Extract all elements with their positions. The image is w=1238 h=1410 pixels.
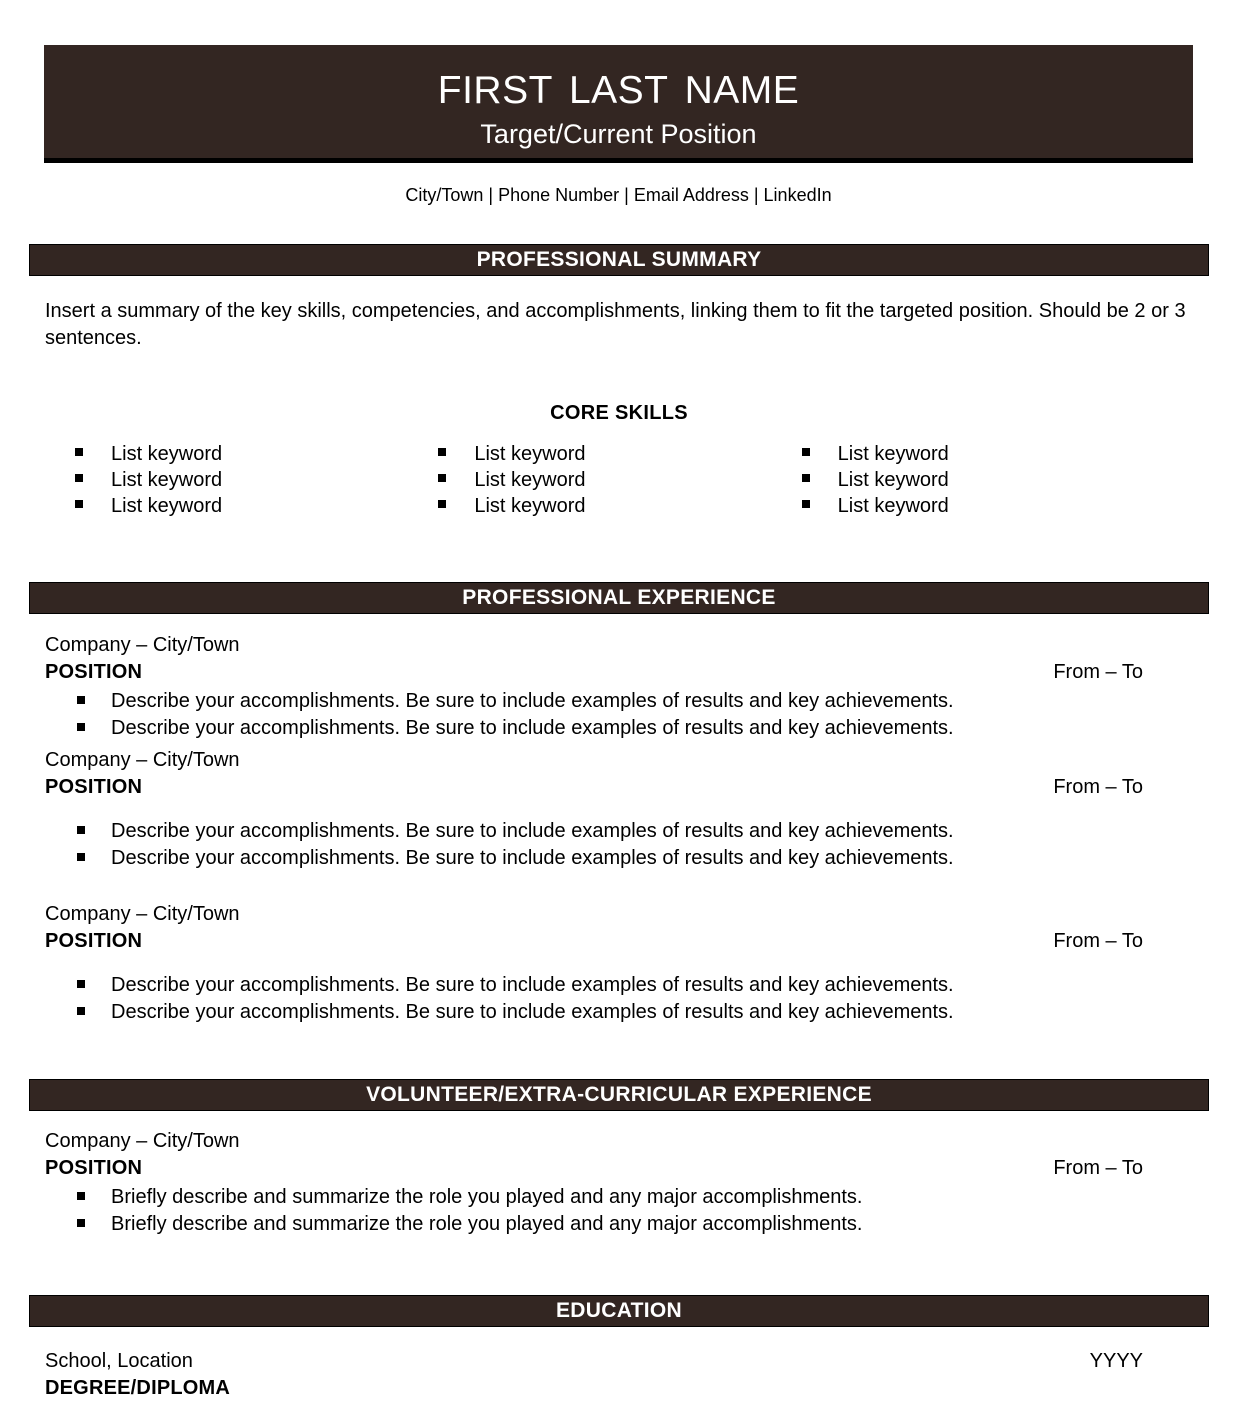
- skill-label: List keyword: [837, 495, 949, 517]
- square-bullet-icon: [75, 441, 111, 467]
- list-item: [45, 818, 1143, 845]
- square-bullet-icon: [438, 493, 474, 519]
- page-title: first last name: [437, 52, 800, 115]
- square-bullet-icon: [802, 467, 838, 493]
- core-skills-heading: CORE SKILLS: [550, 402, 688, 424]
- list-item: [438, 467, 801, 493]
- skill-label: List keyword: [111, 469, 223, 491]
- contact-info-line: City/Town | Phone Number | Email Address | LinkedIn: [405, 185, 832, 205]
- experience-position: POSITION: [45, 930, 143, 952]
- list-item: [802, 441, 1165, 467]
- experience-bullet-text: Describe your accomplishments. Be sure to include examples of results and key achievements.: [111, 1001, 954, 1023]
- square-bullet-icon: [77, 715, 111, 742]
- core-skills-column-3: [802, 441, 1165, 519]
- list-item: [75, 493, 438, 519]
- education-year: YYYY: [1089, 1350, 1143, 1372]
- experience-entry: [45, 747, 1143, 872]
- experience-company: Company – City/Town: [45, 903, 240, 925]
- experience-header-row: [45, 927, 1143, 955]
- volunteer-position: POSITION: [45, 1157, 143, 1179]
- experience-bullet-list: [45, 688, 1143, 742]
- experience-bullet-list: [45, 972, 1143, 1026]
- volunteer-bullet-text: Briefly describe and summarize the role you played and any major accomplishments.: [111, 1186, 863, 1208]
- list-item: [45, 688, 1143, 715]
- list-item: [75, 467, 438, 493]
- professional-summary-text: Insert a summary of the key skills, competencies, and accomplishments, linking them to fit the targeted position. Should be 2 or 3 sentences.: [45, 300, 1186, 349]
- volunteer-bullet-list: [45, 1184, 1143, 1238]
- list-item: [45, 1211, 1143, 1238]
- experience-company: Company – City/Town: [45, 634, 240, 656]
- experience-company: Company – City/Town: [45, 749, 240, 771]
- square-bullet-icon: [75, 493, 111, 519]
- section-heading-education: EDUCATION: [29, 1295, 1209, 1327]
- experience-entry: [45, 632, 1143, 742]
- square-bullet-icon: [77, 972, 111, 999]
- square-bullet-icon: [77, 1184, 111, 1211]
- section-heading-professional-summary: PROFESSIONAL SUMMARY: [29, 244, 1209, 276]
- list-item: [75, 441, 438, 467]
- volunteer-dates: From – To: [1053, 1157, 1143, 1179]
- skill-label: List keyword: [111, 495, 223, 517]
- list-item: [45, 845, 1143, 872]
- experience-dates: From – To: [1053, 930, 1143, 952]
- section-heading-volunteer-experience: VOLUNTEER/EXTRA-CURRICULAR EXPERIENCE: [29, 1079, 1209, 1111]
- education-school: School, Location: [45, 1350, 193, 1372]
- education-header-row: [45, 1348, 1143, 1375]
- experience-bullet-list: [45, 818, 1143, 872]
- square-bullet-icon: [77, 1211, 111, 1238]
- volunteer-header-row: [45, 1154, 1143, 1182]
- skill-label: List keyword: [474, 469, 586, 491]
- resume-name-header: [44, 45, 1193, 163]
- experience-bullet-text: Describe your accomplishments. Be sure to include examples of results and key achievements.: [111, 974, 954, 996]
- skill-label: List keyword: [474, 443, 586, 465]
- list-item: [45, 999, 1143, 1026]
- experience-position: POSITION: [45, 661, 143, 683]
- experience-entry: [45, 901, 1143, 1026]
- list-item: [45, 715, 1143, 742]
- square-bullet-icon: [77, 818, 111, 845]
- education-entry: [45, 1348, 1143, 1402]
- experience-position: POSITION: [45, 776, 143, 798]
- core-skills-column-1: [75, 441, 438, 519]
- list-item: [802, 493, 1165, 519]
- education-degree: DEGREE/DIPLOMA: [45, 1377, 231, 1399]
- experience-bullet-text: Describe your accomplishments. Be sure to include examples of results and key achievements.: [111, 847, 954, 869]
- list-item: [802, 467, 1165, 493]
- experience-header-row: [45, 658, 1143, 686]
- square-bullet-icon: [77, 688, 111, 715]
- list-item: [45, 1184, 1143, 1211]
- core-skills-grid: [75, 441, 1165, 519]
- volunteer-entry: [45, 1128, 1143, 1238]
- square-bullet-icon: [77, 999, 111, 1026]
- experience-dates: From – To: [1053, 661, 1143, 683]
- skill-label: List keyword: [474, 495, 586, 517]
- square-bullet-icon: [438, 467, 474, 493]
- experience-dates: From – To: [1053, 776, 1143, 798]
- list-item: [438, 493, 801, 519]
- target-position-subtitle: Target/Current Position: [480, 118, 757, 149]
- volunteer-bullet-text: Briefly describe and summarize the role you played and any major accomplishments.: [111, 1213, 863, 1235]
- experience-bullet-text: Describe your accomplishments. Be sure to include examples of results and key achievements.: [111, 690, 954, 712]
- square-bullet-icon: [75, 467, 111, 493]
- list-item: [438, 441, 801, 467]
- volunteer-company: Company – City/Town: [45, 1130, 240, 1152]
- section-heading-professional-experience: PROFESSIONAL EXPERIENCE: [29, 582, 1209, 614]
- square-bullet-icon: [77, 845, 111, 872]
- skill-label: List keyword: [837, 469, 949, 491]
- square-bullet-icon: [802, 493, 838, 519]
- core-skills-column-2: [438, 441, 801, 519]
- experience-bullet-text: Describe your accomplishments. Be sure to include examples of results and key achievements.: [111, 717, 954, 739]
- square-bullet-icon: [802, 441, 838, 467]
- skill-label: List keyword: [111, 443, 223, 465]
- experience-header-row: [45, 773, 1143, 801]
- list-item: [45, 972, 1143, 999]
- square-bullet-icon: [438, 441, 474, 467]
- experience-bullet-text: Describe your accomplishments. Be sure to include examples of results and key achievements.: [111, 820, 954, 842]
- skill-label: List keyword: [837, 443, 949, 465]
